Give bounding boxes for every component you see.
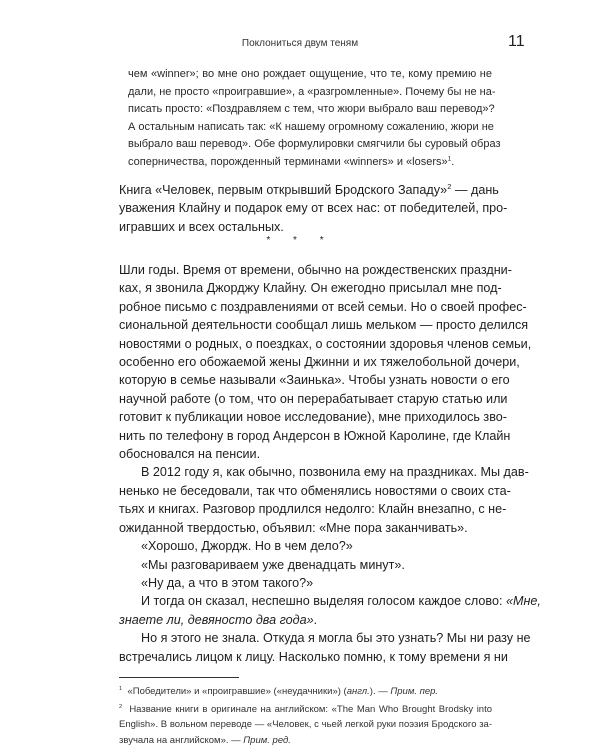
text-line: [119, 611, 492, 629]
footnote-ref[interactable]: 1: [447, 154, 452, 162]
text-line: «Мы разговариваем уже двенадцать минут».: [141, 557, 405, 572]
text-line: В 2012 году я, как обычно, позвонила ему на праздниках. Мы дав-: [141, 465, 529, 480]
text-line: научной работе (о том, что он перерабатывает старую статью или: [119, 391, 508, 406]
quote-text: соперничества, порожденный терминами «winners» и «losers»: [128, 155, 448, 168]
main-body: [119, 261, 541, 666]
text-line: игравших и всех остальных.: [119, 219, 284, 234]
italic-text: Прим. пер.: [390, 686, 439, 697]
italic-text: знаете ли, девяносто два года»: [119, 612, 314, 627]
quote-end: .: [451, 155, 455, 168]
footnote-ref[interactable]: 2: [447, 181, 452, 191]
section-separator: * * *: [266, 235, 334, 246]
footnote-rule: [119, 677, 239, 678]
text: ). —: [369, 686, 391, 697]
text-line: «Ну да, а что в этом такого?»: [141, 575, 314, 590]
block-quote: [128, 66, 501, 171]
text-line: Шли годы. Время от времени, обычно на рождественских праздни-: [119, 263, 512, 277]
text: — дань: [451, 183, 499, 197]
quote-line: писать просто: «Поздравляем с тем, что жюри выбрало ваш перевод»?: [128, 103, 495, 115]
quote-line: дали, не просто «проигравшие», а «разгромленные». Почему бы не на-: [128, 85, 496, 98]
quote-line: А остальным написать так: «К нашему огромному сожалению, жюри не: [128, 120, 494, 133]
footnote-1: [119, 684, 492, 700]
footnote-mark: 1: [119, 685, 123, 692]
text: И тогда он сказал, неспешно выделяя голосом каждое слово:: [141, 594, 506, 609]
footnotes: [119, 684, 492, 748]
text: «Победители» и «проигравшие» («неудачники») (: [127, 686, 347, 697]
quote-line: чем «winner»; во мне оно рождает ощущение, что те, кому премию не: [128, 68, 492, 80]
text-line: [119, 592, 541, 610]
text-line: встречались лицом к лицу. Насколько помню, к тому времени я ни: [119, 649, 508, 664]
text-line: которую в семье называли «Заинька». Чтобы узнать новости о его: [119, 373, 510, 388]
italic-text: Прим. ред.: [243, 734, 291, 746]
text-line: уважения Клайну и подарок ему от всех нас: от победителей, про-: [119, 201, 508, 216]
text-line: ках, я звонила Джорджу Клайну. Он ежегодно присылал мне под-: [119, 281, 502, 296]
running-header-title: Поклониться двум теням: [241, 38, 359, 49]
text-line: ненько не беседовали, так что обменялись новостями о своих ста-: [119, 483, 511, 498]
quote-line: выбрало ваш перевод». Обе формулировки смягчили бы суровый образ: [128, 138, 501, 150]
text-line: нить по телефону в город Андерсон в Южной Каролине, где Клайн: [119, 428, 511, 443]
text: звучала на английском». —: [119, 734, 244, 746]
text: Название книги в оригинале на английском: «The Man Who Brought Brodsky into: [129, 703, 493, 715]
quote-line: [128, 154, 492, 172]
footnote-mark: 2: [119, 703, 123, 710]
text-line: Но я этого не знала. Откуда я могла бы это узнать? Мы ни разу не: [141, 631, 531, 646]
text: Книга «Человек, первым открывший Бродского Западу»: [119, 183, 448, 197]
page-number: 11: [508, 33, 525, 50]
text-line: готовит к публикации новое исследование), мне приходилось зво-: [119, 410, 507, 425]
footnote-line: English». В вольном переводе — «Человек, с чьей легкой руки поэзия Бродского за-: [119, 719, 492, 730]
text-line: [119, 181, 499, 199]
text-line: новостями о родных, о поездках, о состоянии здоровья членов семьи,: [119, 336, 532, 351]
text-line: обосновался на пенсии.: [119, 447, 261, 462]
paragraph-book: [119, 181, 508, 236]
footnote-line: [119, 733, 492, 749]
text-line: особенно его обожаемой жены Джинни и их тяжелобольной дочери,: [119, 355, 520, 370]
footnote-2: [119, 702, 492, 718]
text-line: робное письмо с поздравлениями от всей семьи. Но о своей профес-: [119, 299, 527, 314]
italic-text: «Мне,: [505, 594, 541, 609]
text: .: [313, 612, 318, 627]
text-line: «Хорошо, Джордж. Но в чем дело?»: [141, 539, 353, 554]
text-line: тьях и книгах. Разговор продлился недолго: Клайн внезапно, с не-: [119, 502, 507, 517]
italic-text: англ.: [346, 686, 370, 697]
text-line: ожиданной твердостью, объявил: «Мне пора заканчивать».: [119, 520, 468, 535]
text-line: сиональной деятельности сообщал лишь мельком — просто делился: [119, 318, 529, 333]
